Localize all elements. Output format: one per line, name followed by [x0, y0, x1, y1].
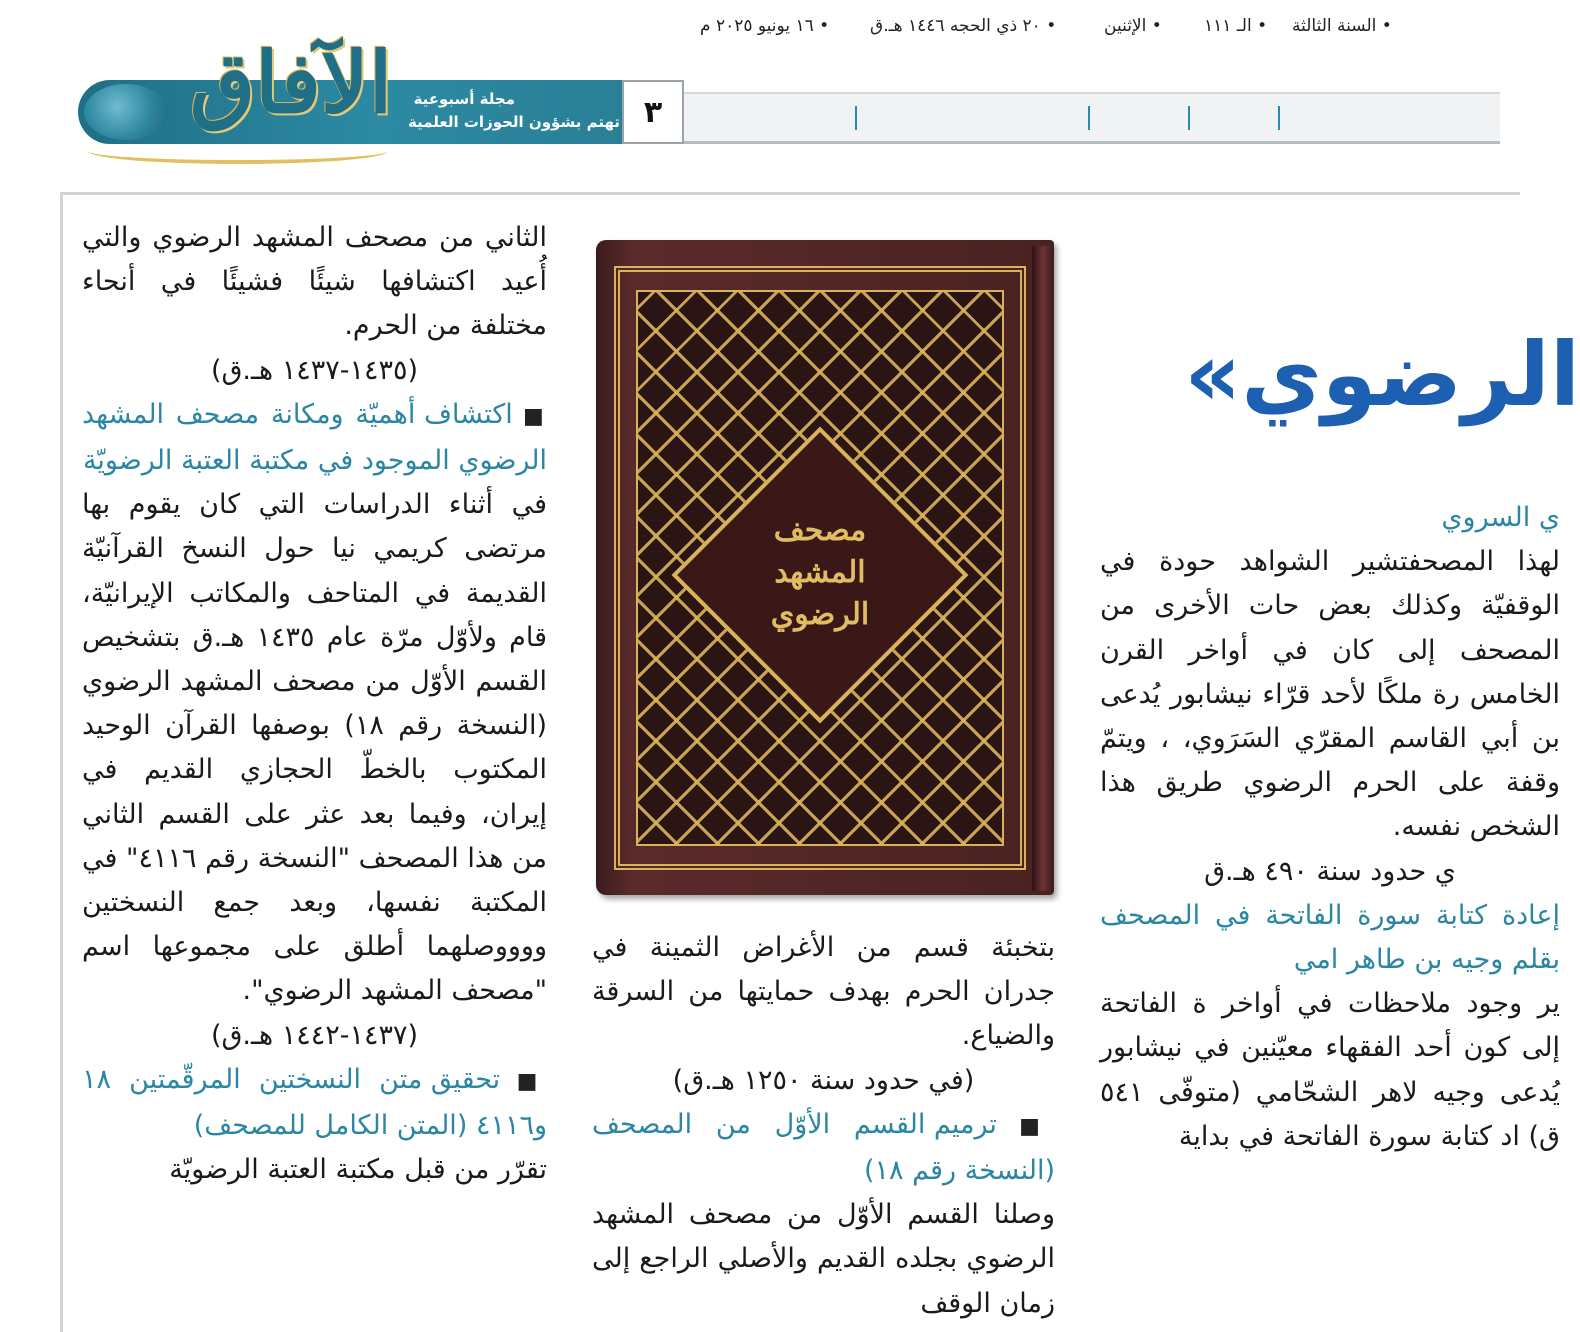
paragraph: تقرّر من قبل مكتبة العتبة الرضويّة — [169, 1154, 547, 1186]
logo-subtitle-2: تهتم بشؤون الحوزات العلمية — [408, 113, 620, 131]
book-label-line-3: الرضوي — [770, 597, 870, 632]
book-title-label — [700, 510, 940, 640]
book-label-line-2: المشهد — [774, 555, 866, 590]
info-hijri-date: • ٢٠ ذي الحجه ١٤٤٦ هـ.ق — [870, 16, 1057, 36]
globe-icon — [84, 84, 168, 140]
book-label-line-1: مصحف — [773, 513, 867, 548]
info-day: • الإثنين — [1104, 16, 1162, 36]
paragraph: لهذا المصحفتشير الشواهد حودة في الوقفيّة وكذلك بعض حات الأخرى من المصحف إلى كان في أواخر القرن الخامس رة ملكًا لأحد قرّاء نيشابور يُدعى بن أبي القاسم المقرّي السَرَوي، ، ويتمّ وقفة على الحرم الرضوي طريق هذا الشخص نفسه. — [1100, 546, 1560, 843]
paragraph: الثاني من مصحف المشهد الرضوي والتي أُعيد اكتشافها شيئًا فشيئًا في أنحاء مختلفة من الحرم. — [82, 222, 547, 342]
article-headline: الرضوي» — [1184, 323, 1580, 426]
subheading-text: ترميم القسم الأوّل من المصحف (النسخة رقم ١٨) — [592, 1108, 1055, 1187]
author-name: ي السروي — [1441, 502, 1560, 533]
subheading — [592, 1103, 1055, 1193]
middle-column — [592, 926, 1056, 1319]
square-bullet-icon: ■ — [996, 1113, 1056, 1139]
info-issue: • الـ ١١١ — [1204, 16, 1268, 36]
info-separator — [1088, 106, 1090, 130]
logo-title: الآفاق — [190, 33, 393, 132]
date-line: (١٤٣٧-١٤٤٢ هـ.ق) — [210, 1019, 419, 1051]
subheading: إعادة كتابة سورة الفاتحة في المصحف بقلم وجيه بن طاهر امي — [1100, 899, 1560, 976]
info-separator — [1188, 106, 1190, 130]
subheading — [82, 393, 547, 483]
square-bullet-icon: ■ — [500, 1068, 547, 1094]
info-separator — [855, 106, 857, 130]
issue-info-bar — [684, 92, 1500, 144]
left-column — [82, 216, 547, 1307]
date-line: (في حدود سنة ١٢٥٠ هـ.ق) — [672, 1064, 975, 1096]
info-gregorian-date: • ١٦ يونيو ٢٠٢٥ م — [700, 16, 830, 36]
book-spine — [1032, 246, 1054, 891]
square-bullet-icon: ■ — [512, 403, 548, 429]
subheading-text: اكتشاف أهميّة ومكانة مصحف المشهد الرضوي الموجود في مكتبة العتبة الرضويّة — [82, 398, 547, 477]
subheading — [82, 1058, 547, 1148]
paragraph: ير وجود ملاحظات في أواخر ة الفاتحة إلى كون أحد الفقهاء معيّنين في نيشابور يُدعى وجيه لاهر الشحّامي (متوفّى ٥٤١ ق) اد كتابة سورة الفاتحة في بداية — [1100, 988, 1560, 1152]
subheading-text: تحقيق متن النسختين المرقّمتين ١٨ و٤١١٦ (المتن الكامل للمصحف) — [82, 1063, 547, 1142]
logo-subtitle-1: مجلة أسبوعية — [413, 90, 515, 108]
info-year: • السنة الثالثة — [1292, 16, 1392, 36]
paragraph: بتخبئة قسم من الأغراض الثمينة في جدران الحرم بهدف حمايتها من السرقة والضياع. — [592, 932, 1055, 1052]
info-separator — [1278, 106, 1280, 130]
masthead — [0, 0, 1500, 190]
paragraph: في أثناء الدراسات التي كان يقوم بها مرتضى كريمي نيا حول النسخ القرآنيّة القديمة في المتاحف والمكاتب الإيرانيّة، قام ولأوّل مرّة عام ١٤٣٥ هـ.ق بتشخيص القسم الأوّل من مصحف المشهد الرضوي (النسخة رقم ١٨) بوصفها القرآن الوحيد المكتوب بالخطّ الحجازي القديم في إيران، وفيما بعد عثر على القسم الثاني من هذا المصحف "النسخة رقم ٤١١٦" في المكتبة نفسها، وبعد جمع النسختين ووووصلهما أطلق على مجموعها اسم "مصحف المشهد الرضوي". — [82, 489, 547, 1007]
right-column — [1100, 496, 1560, 1307]
date-line: (١٤٣٥-١٤٣٧ هـ.ق) — [210, 354, 419, 386]
paragraph: وصلنا القسم الأوّل من مصحف المشهد الرضوي بجلده القديم والأصلي الراجع إلى زمان الوقف — [592, 1199, 1055, 1319]
page-number: ٣ — [622, 80, 684, 144]
date-line: ي حدود سنة ٤٩٠ هـ.ق — [1204, 855, 1456, 887]
